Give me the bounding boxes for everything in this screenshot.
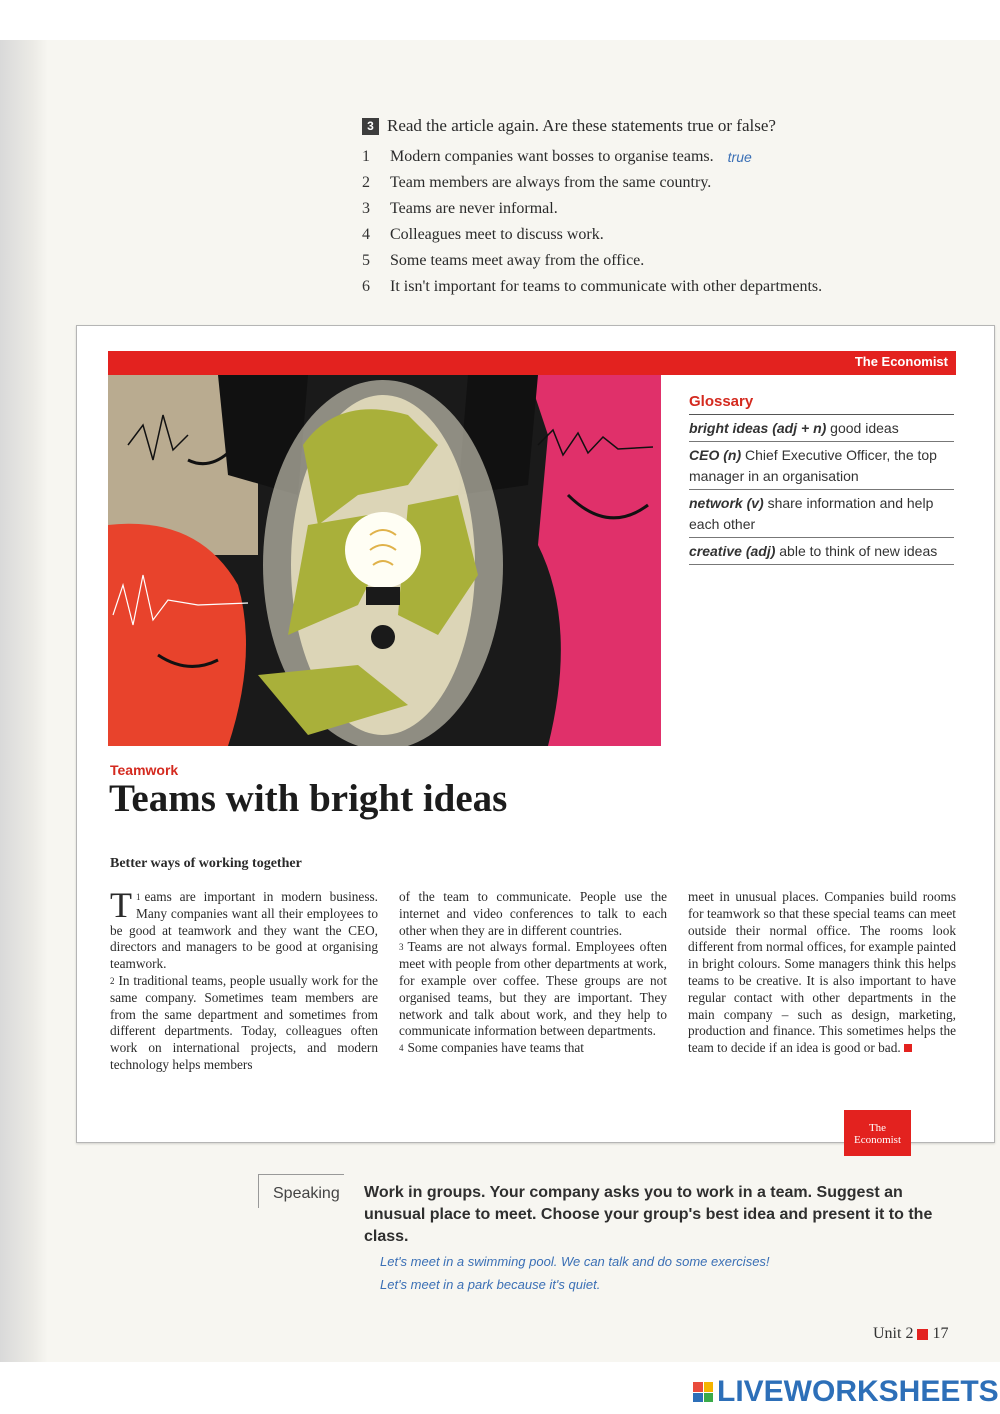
drop-cap: T xyxy=(110,885,132,925)
article-box xyxy=(76,325,995,1146)
paragraph-text: meet in unusual places. Companies build rooms for teamwork so that these special teams can meet outside their normal office. The rooms look different from normal offices, for example painted in bright colours. Some managers think this helps teams to be creative. It is also important to have regular contact with other departments in the main company – such as design, marketing, production and finance. This sometimes helps the team to decide if an idea is good or bad. xyxy=(688,889,956,1056)
glossary-term: creative (adj) xyxy=(689,543,776,559)
glossary-term: bright ideas (adj + n) xyxy=(689,420,827,436)
statement-item xyxy=(362,196,952,222)
economist-logo xyxy=(844,1110,911,1156)
paragraph-1 xyxy=(110,885,378,973)
glossary-item xyxy=(689,490,954,538)
glossary-item xyxy=(689,442,954,490)
article-headline: Teams with bright ideas xyxy=(109,777,508,820)
paragraph-4 xyxy=(399,1040,667,1057)
exercise-3 xyxy=(362,116,952,300)
watermark-text: LIVEWORKSHEETS xyxy=(717,1375,999,1408)
illus-bulb-base xyxy=(366,587,400,605)
statement-item xyxy=(362,222,952,248)
statement-item xyxy=(362,144,952,170)
article-column-2 xyxy=(399,889,667,1057)
footer-square-icon xyxy=(917,1329,928,1340)
article-kicker: Teamwork xyxy=(110,762,179,778)
glossary-item xyxy=(689,538,954,565)
statement-text: It isn't important for teams to communicate with other departments. xyxy=(390,278,823,295)
paragraph-number: 4 xyxy=(399,1043,404,1054)
statement-text: Colleagues meet to discuss work. xyxy=(390,226,604,243)
glossary-definition: able to think of new ideas xyxy=(775,543,938,559)
exercise-number-badge: 3 xyxy=(362,118,379,135)
logo-line-1: The xyxy=(868,1122,887,1134)
source-bar xyxy=(108,351,956,375)
unit-label: Unit 2 xyxy=(873,1325,914,1342)
statement-number: 5 xyxy=(362,252,370,269)
statement-number: 1 xyxy=(362,148,370,165)
speaking-example: Let's meet in a swimming pool. We can talk and do some exercises! xyxy=(380,1254,770,1269)
statement-text: Teams are never informal. xyxy=(390,200,558,217)
illus-bulb xyxy=(345,512,421,588)
statement-item xyxy=(362,248,952,274)
speaking-example: Let's meet in a park because it's quiet. xyxy=(380,1277,601,1292)
statement-text: Team members are always from the same country. xyxy=(390,174,712,191)
statement-number: 2 xyxy=(362,174,370,191)
paragraph-text: Teams are not always formal. Employees often meet with people from other departments at work, for example over coffee. These groups are not organised teams, but they are important. They network and talk about work, and they help to communicate information between departments. xyxy=(399,939,667,1039)
glossary-definition: share information and help each other xyxy=(689,495,934,532)
glossary-item xyxy=(689,415,954,442)
glossary xyxy=(689,393,954,565)
liveworksheets-watermark xyxy=(693,1375,999,1409)
speaking-label: Speaking xyxy=(258,1174,344,1208)
end-mark xyxy=(904,1044,912,1052)
glossary-term: CEO (n) xyxy=(689,447,742,463)
statement-item xyxy=(362,274,952,300)
statement-number: 3 xyxy=(362,200,370,217)
page-number: 17 xyxy=(932,1325,949,1342)
paragraph-4-cont xyxy=(688,889,956,1057)
glossary-title: Glossary xyxy=(689,393,954,415)
illus-keyhole xyxy=(371,625,395,649)
article-column-3 xyxy=(688,889,956,1057)
article-subhead: Better ways of working together xyxy=(110,856,302,871)
book-spine-shadow xyxy=(0,40,48,1370)
answer-field[interactable]: true xyxy=(727,149,752,165)
speaking-instruction: Work in groups. Your company asks you to work in a team. Suggest an unusual place to meet. Choose your group's best idea and present it to the class. xyxy=(364,1184,933,1245)
source-label: The Economist xyxy=(854,354,948,369)
paragraph-2-cont xyxy=(399,889,667,939)
paragraph-text: In traditional teams, people usually work for the same company. Sometimes team members are from the same department and sometimes from different departments. Today, colleagues often work on international projects, and modern technology helps members xyxy=(110,972,378,1072)
paragraph-text: eams are important in modern business. Many companies want all their employees to be good at teamwork and they want the CEO, directors and managers to be good at organising teamwork. xyxy=(110,889,378,972)
statement-number: 6 xyxy=(362,278,370,295)
glossary-definition: good ideas xyxy=(826,420,899,436)
glossary-definition: Chief Executive Officer, the top manager in an organisation xyxy=(689,447,937,484)
statement-text: Modern companies want bosses to organise teams. xyxy=(390,148,714,165)
paragraph-2 xyxy=(110,973,378,1074)
statement-text: Some teams meet away from the office. xyxy=(390,252,645,269)
exercise-instruction: Read the article again. Are these statements true or false? xyxy=(387,116,776,135)
statement-item xyxy=(362,170,952,196)
paragraph-number: 2 xyxy=(110,975,115,986)
logo-line-2: Economist xyxy=(853,1134,902,1146)
page-footer xyxy=(873,1325,948,1343)
glossary-term: network (v) xyxy=(689,495,764,511)
bright-ideas-illustration xyxy=(108,375,661,746)
liveworksheets-logo-icon xyxy=(693,1382,713,1402)
paragraph-text: Some companies have teams that xyxy=(407,1040,585,1056)
paragraph-number: 3 xyxy=(399,942,404,953)
statement-number: 4 xyxy=(362,226,370,243)
scan-top-margin xyxy=(0,0,1000,40)
article-column-1 xyxy=(110,885,378,1074)
paragraph-text: of the team to communicate. People use the internet and video conferences to talk to each other when they are in different countries. xyxy=(399,889,667,938)
exercise-header xyxy=(362,116,952,136)
paragraph-number: 1 xyxy=(136,892,141,902)
paragraph-3 xyxy=(399,939,667,1040)
